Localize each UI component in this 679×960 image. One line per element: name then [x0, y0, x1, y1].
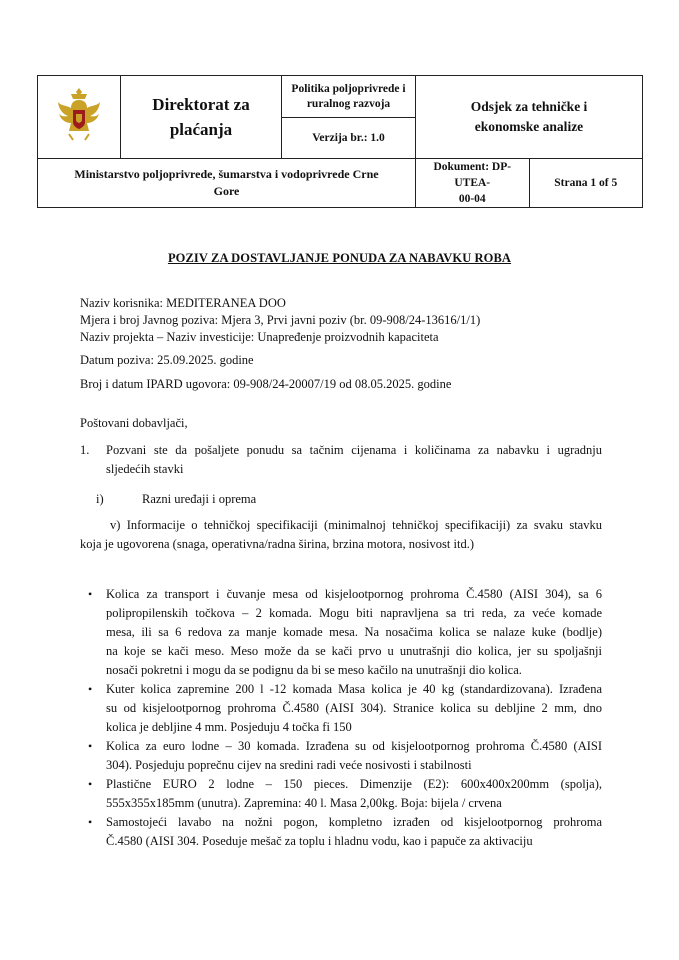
department-line-2: ekonomske analize — [474, 119, 584, 134]
page-title: POZIV ZA DOSTAVLJANJE PONUDA ZA NABAVKU ROBA — [167, 251, 512, 265]
page-number: Strana 1 of 5 — [554, 177, 618, 189]
department-cell — [416, 76, 643, 159]
equipment-item-line: Č.4580 (AISI 304. Poseduje mešač za toplu i hladnu vodu, kao i papuče za aktivaciju — [106, 834, 533, 848]
equipment-list — [88, 585, 602, 851]
public-call-measure: Mjera i broj Javnog poziva: Mjera 3, Prvi javni poziv (br. 09-908/24-13616/1/1) — [80, 313, 481, 327]
document-line-2: 00-04 — [458, 193, 486, 205]
equipment-item-line: mesa, ili sa 6 redova za manje komade mesa. Na nosačima kolica se nalaze kuke (bodlje) — [106, 625, 602, 639]
document-header — [37, 75, 643, 208]
point-1-number: 1. — [80, 443, 90, 457]
version-label: Verzija br.: 1.0 — [312, 131, 385, 144]
equipment-item-line: 555x355x185mm (unutra). Zapremina: 40 l. Masa 2,00kg. Boja: bijela / crvena — [106, 796, 502, 810]
ministry-line-2: Gore — [213, 184, 240, 198]
point-1-line-2: sljedećih stavki — [106, 462, 184, 476]
document-cell — [416, 159, 530, 208]
equipment-item — [88, 775, 602, 813]
montenegro-coat-of-arms-icon — [56, 86, 102, 144]
beneficiary-name: Naziv korisnika: MEDITERANEA DOO — [80, 296, 286, 310]
ministry-line-1: Ministarstvo poljoprivrede, šumarstva i vodoprivrede Crne — [74, 167, 379, 181]
document-line-1: Dokument: DP-UTEA- — [433, 161, 512, 189]
directorate-line-1: Direktorat za — [152, 95, 250, 114]
bullet-icon: • — [88, 587, 93, 601]
equipment-item-line: Kolica za transport i čuvanje mesa od kisjelootpornog prohroma Č.4580 (AISI 304), sa 6 — [106, 587, 602, 601]
point-1-line-1: Pozvani ste da pošaljete ponudu sa tačnim cijenama i količinama za nabavku i ugradnju — [106, 443, 602, 457]
policy-version-cell — [282, 76, 416, 159]
directorate-line-2: plaćanja — [169, 120, 233, 139]
equipment-item-line: nosači pokretni i mogu da se podignu da bi se meso kačilo na unutrašnji dio kolica. — [106, 663, 522, 677]
department-line-1: Odsjek za tehničke i — [470, 99, 588, 114]
equipment-item-line: su od kisjelootpornog prohroma Č.4580 (AISI 304). Stranice kolica su debljine 2 mm, dno — [106, 701, 602, 715]
logo-cell — [38, 76, 121, 159]
page-number-cell — [529, 159, 643, 208]
bullet-icon: • — [88, 682, 93, 696]
policy-line-2: ruralnog razvoja — [306, 97, 391, 110]
subitem-text: Razni uređaji i oprema — [142, 492, 257, 506]
call-date: Datum poziva: 25.09.2025. godine — [80, 353, 254, 367]
equipment-item-line: Kuter kolica zapremine 200 l -12 komada Masa kolica je 40 kg (standardizovana). Izrađena — [106, 682, 602, 696]
equipment-item — [88, 585, 602, 680]
specification-line-2: koja je ugovorena (snaga, operativna/radna širina, brzina motora, nosivost itd.) — [80, 537, 474, 551]
equipment-item-line: na koje se kači meso. Meso može da se kači prvo u unutrašnji dio kolica, jer su spoljašnji — [106, 644, 602, 658]
bullet-icon: • — [88, 739, 93, 753]
bullet-icon: • — [88, 777, 93, 791]
specification-line-1: v) Informacije o tehničkoj specifikaciji (minimalnoj tehničkoj specifikaciji) za svaku stavku — [110, 518, 602, 532]
greeting: Poštovani dobavljači, — [80, 416, 188, 430]
equipment-item-line: Samostojeći lavabo na nožni pogon, kompletno izrađen od kisjelootpornog prohroma — [106, 815, 602, 829]
policy-line-1: Politika poljoprivrede i — [291, 82, 406, 95]
equipment-item — [88, 680, 602, 737]
ipard-contract: Broj i datum IPARD ugovora: 09-908/24-20007/19 od 08.05.2025. godine — [80, 377, 452, 391]
equipment-item — [88, 737, 602, 775]
subitem-number: i) — [96, 492, 104, 506]
bullet-icon: • — [88, 815, 93, 829]
equipment-item-line: polipropilenskih točkova – 2 komada. Mogu biti napravljena sa tri reda, za veće komade — [106, 606, 602, 620]
equipment-item-line: 304). Posjeduju poprečnu cijev na sredini radi veće nosivosti i stabilnosti — [106, 758, 472, 772]
equipment-item — [88, 813, 602, 851]
equipment-item-line: kolica je debljine 4 mm. Posjeduju 4 točka fi 150 — [106, 720, 352, 734]
ministry-cell — [38, 159, 416, 208]
equipment-item-line: Plastične EURO 2 lodne – 150 pieces. Dimenzije (E2): 600x400x200mm (spolja), — [106, 777, 602, 791]
directorate-cell — [121, 76, 282, 159]
project-name: Naziv projekta – Naziv investicije: Unapređenje proizvodnih kapaciteta — [80, 330, 439, 344]
equipment-item-line: Kolica za euro lodne – 30 komada. Izrađena su od kisjelootpornog prohroma Č.4580 (AISI — [106, 739, 602, 753]
